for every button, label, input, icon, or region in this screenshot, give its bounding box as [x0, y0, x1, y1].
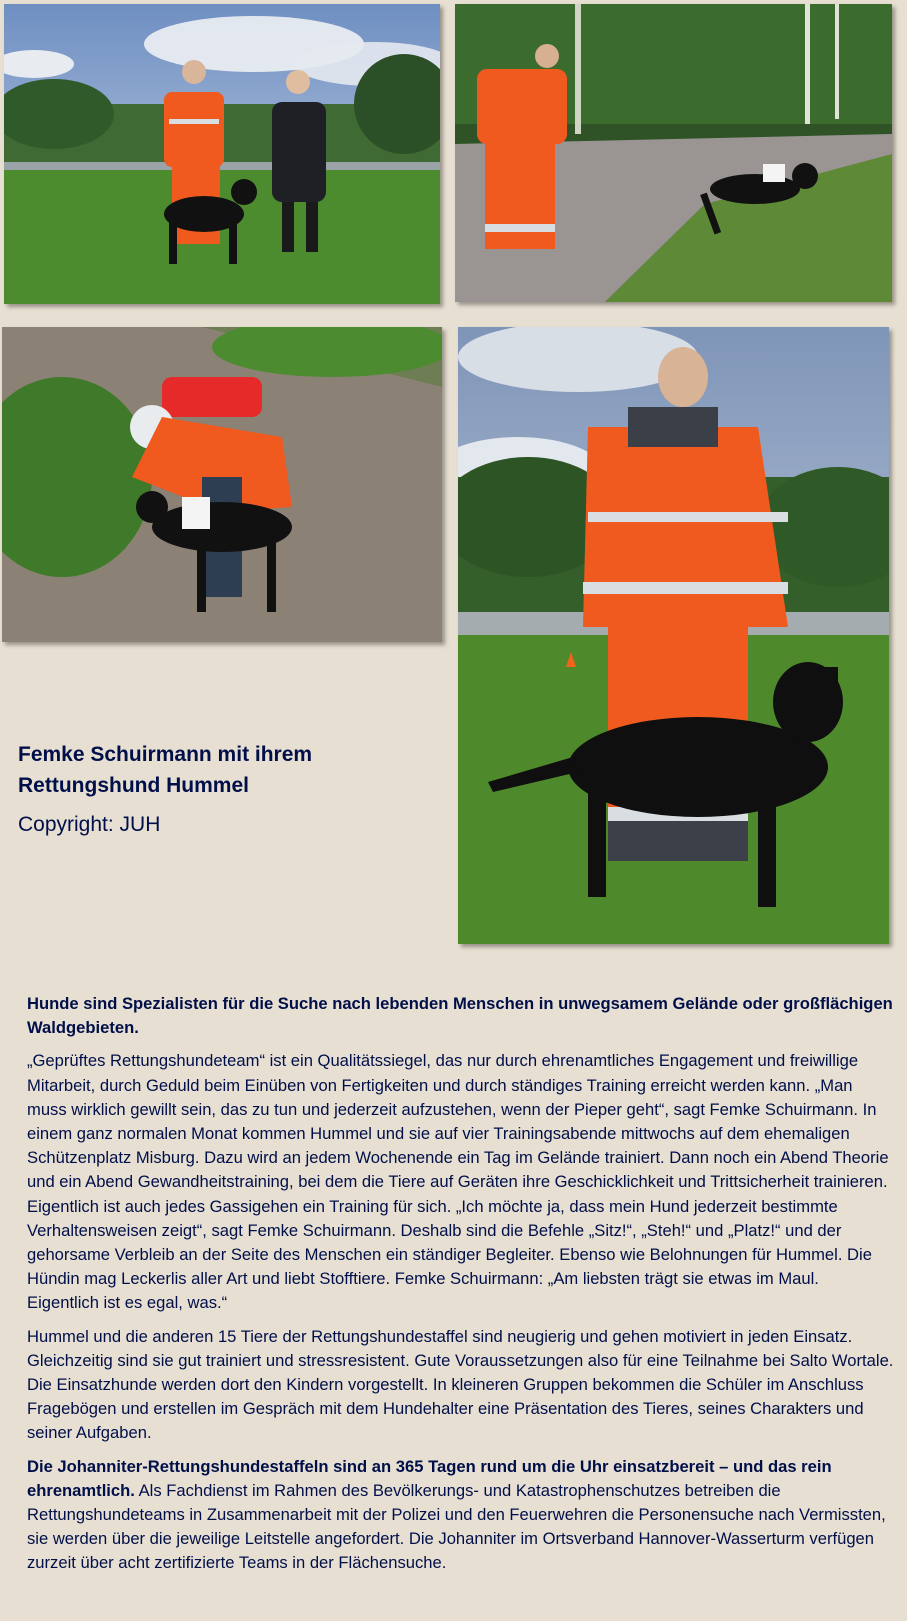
photo-femke-hummel — [458, 327, 889, 944]
photo-handler-kneeling — [2, 327, 442, 642]
article-lead: Hunde sind Spezialisten für die Suche nach lebenden Menschen in unwegsamem Gelände oder großflächigen Waldgebieten. — [27, 994, 893, 1038]
article-paragraph-3 — [27, 1455, 895, 1576]
article-paragraph-2: Hummel und die anderen 15 Tiere der Rettungshundestaffel sind neugierig und gehen motiviert in jeden Einsatz. Gleichzeitig sind sie gut trainiert und stressresistent. Gute Voraussetzungen also für eine Teilnahme bei Salto Wortale. Die Einsatzhunde werden dort den Kindern vorgestellt. In kleineren Gruppen bekommen die Schüler im Anschluss Fragebögen und erstellen im Gespräch mit dem Hundehalter eine Präsentation des Tieres, seines Charakters und seiner Aufgaben. — [27, 1326, 894, 1443]
article-paragraph-3-rest: Als Fachdienst im Rahmen des Bevölkerungs- und Katastrophenschutzes betreiben die Rettungshundeteams in Zusammenarbeit mit der Polizei und den Feuerwehren die Personensuche nach Vermissten, sie werden über die jeweilige Leitstelle angefordert. Die Johanniter im Ortsverband Hannover-Wasserturm verfügen zurzeit über acht zertifizierte Teams in der Flächensuche. — [27, 1480, 886, 1573]
article-paragraph-1: „Geprüftes Rettungshundeteam“ ist ein Qualitätssiegel, das nur durch ehrenamtliches Engagement und freiwillige Mitarbeit, durch Geduld beim Einüben von Fertigkeiten und durch ständiges Training erreicht werden kann. „Man muss wirklich gewillt sein, das zu tun und jederzeit aufzustehen, wenn der Pieper geht“, sagt Femke Schuirmann. In einem ganz normalen Monat kommen Hummel und sie auf vier Trainingsabende mittwochs auf dem ehemaligen Schützenplatz Misburg. Dazu wird an jedem Wochenende ein Tag im Gelände trainiert. Dann noch ein Abend Theorie und ein Abend Gewandheitstraining, bei dem die Tiere auf Geräten ihre Geschicklichkeit und Trittsicherheit trainieren. Eigentlich ist auch jedes Gassigehen ein Training für sich. „Ich möchte ja, dass mein Hund jederzeit bestimmte Verhaltensweisen zeigt“, sagt Femke Schuirmann. Deshalb sind die Befehle „Sitz!“, „Steh!“ und „Platz!“ und der gehorsame Verbleib an der Seite des Menschen ein ständiger Begleiter. Ebenso wie Belohnungen für Hummel. Die Hündin mag Leckerlis aller Art und liebt Stofftiere. Femke Schuirmann: „Am liebsten trägt sie etwas im Maul. Eigentlich ist es egal, was.“ — [27, 1051, 889, 1313]
photo-forest-path — [455, 4, 892, 302]
caption-copyright: Copyright: JUH — [18, 813, 161, 836]
article-paragraph-3-bold: Die Johanniter-Rettungshundestaffeln sind an 365 Tagen rund um die Uhr einsatzbereit – und das rein ehrenamtlich. — [27, 1456, 832, 1500]
caption-title: Femke Schuirmann mit ihrem Rettungshund Hummel — [18, 743, 313, 797]
photo-team-meadow — [4, 4, 440, 304]
photo-caption — [18, 739, 438, 837]
article-body — [27, 992, 895, 1585]
